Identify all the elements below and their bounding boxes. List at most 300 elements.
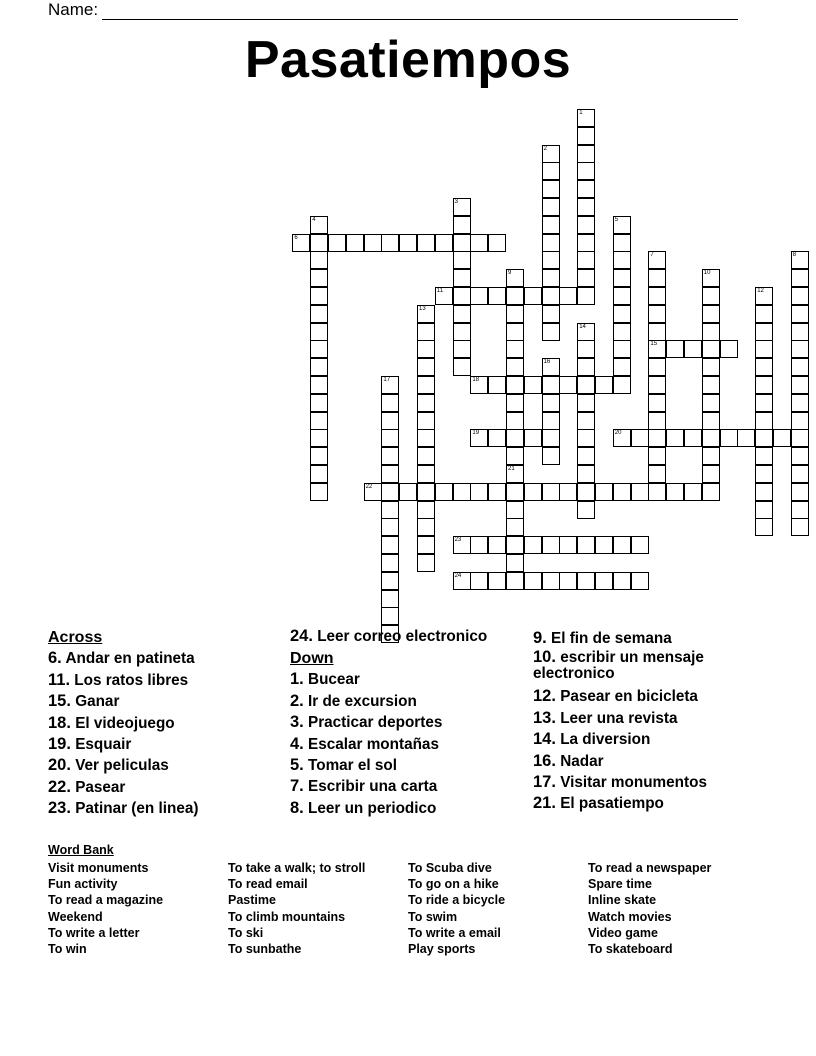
grid-cell[interactable]: [613, 429, 631, 447]
grid-cell[interactable]: [577, 340, 595, 358]
grid-cell[interactable]: [577, 180, 595, 198]
grid-cell[interactable]: [648, 323, 666, 341]
grid-cell[interactable]: [381, 447, 399, 465]
grid-cell[interactable]: [613, 216, 631, 234]
grid-cell[interactable]: [506, 465, 524, 483]
grid-cell[interactable]: [453, 340, 471, 358]
grid-cell[interactable]: [506, 340, 524, 358]
grid-cell[interactable]: [702, 429, 720, 447]
grid-cell[interactable]: [453, 198, 471, 216]
grid-cell[interactable]: [381, 376, 399, 394]
grid-cell[interactable]: [542, 412, 560, 430]
grid-cell[interactable]: [381, 429, 399, 447]
grid-cell[interactable]: [648, 287, 666, 305]
grid-cell[interactable]: [648, 251, 666, 269]
grid-cell[interactable]: [595, 376, 613, 394]
cell-number: 20: [614, 430, 622, 437]
grid-cell[interactable]: [791, 251, 809, 269]
grid-cell[interactable]: [613, 234, 631, 252]
clue-across-18: 18. El videojuego: [48, 713, 175, 732]
grid-cell[interactable]: [755, 429, 773, 447]
clue-across-22: 22. Pasear: [48, 777, 126, 796]
grid-cell[interactable]: [346, 234, 364, 252]
grid-cell[interactable]: [310, 251, 328, 269]
grid-cell[interactable]: [684, 340, 702, 358]
grid-cell[interactable]: [506, 518, 524, 536]
cell-number: 11: [436, 288, 444, 294]
grid-cell[interactable]: [470, 287, 488, 305]
word-bank-item: Pastime: [228, 893, 276, 908]
grid-cell[interactable]: [453, 536, 471, 554]
grid-cell[interactable]: [577, 145, 595, 163]
word-bank-item: To write a letter: [48, 925, 140, 940]
grid-cell[interactable]: [488, 429, 506, 447]
grid-cell[interactable]: [648, 429, 666, 447]
grid-cell[interactable]: [381, 590, 399, 608]
grid-cell[interactable]: [542, 287, 560, 305]
grid-cell[interactable]: [577, 162, 595, 180]
grid-cell[interactable]: [577, 287, 595, 305]
word-bank-item: To sunbathe: [228, 942, 302, 957]
grid-cell[interactable]: [755, 483, 773, 501]
grid-cell[interactable]: [613, 483, 631, 501]
grid-cell[interactable]: [773, 429, 791, 447]
grid-cell[interactable]: [488, 572, 506, 590]
grid-cell[interactable]: [559, 572, 577, 590]
grid-cell[interactable]: [791, 376, 809, 394]
word-bank-item: Visit monuments: [48, 861, 149, 875]
grid-cell[interactable]: [666, 340, 684, 358]
grid-cell[interactable]: [542, 234, 560, 252]
grid-cell[interactable]: [381, 607, 399, 625]
grid-cell[interactable]: [542, 536, 560, 554]
grid-cell[interactable]: [542, 323, 560, 341]
grid-cell[interactable]: [577, 216, 595, 234]
grid-cell[interactable]: [524, 429, 542, 447]
cell-number: 17: [383, 377, 391, 383]
grid-cell[interactable]: [613, 358, 631, 376]
grid-cell[interactable]: [453, 269, 471, 287]
grid-cell[interactable]: [577, 358, 595, 376]
grid-cell[interactable]: [488, 234, 506, 252]
grid-cell[interactable]: [310, 269, 328, 287]
grid-cell[interactable]: [577, 394, 595, 412]
grid-cell[interactable]: [577, 109, 595, 127]
grid-cell[interactable]: [506, 572, 524, 590]
cell-number: 13: [419, 305, 426, 312]
grid-cell[interactable]: [702, 394, 720, 412]
grid-cell[interactable]: [542, 483, 560, 501]
grid-cell[interactable]: [506, 412, 524, 430]
grid-cell[interactable]: [684, 483, 702, 501]
grid-cell[interactable]: [470, 483, 488, 501]
grid-cell[interactable]: [755, 518, 773, 536]
grid-cell[interactable]: [542, 376, 560, 394]
grid-cell[interactable]: [791, 483, 809, 501]
grid-cell[interactable]: [577, 465, 595, 483]
clue-across-20: 20. Ver peliculas: [48, 756, 169, 775]
grid-cell[interactable]: [648, 394, 666, 412]
grid-cell[interactable]: [542, 216, 560, 234]
grid-cell[interactable]: [506, 429, 524, 447]
grid-cell[interactable]: [310, 216, 328, 234]
clue-down-10: 10. escribir un mensaje electronico: [533, 648, 704, 683]
grid-cell[interactable]: [577, 198, 595, 216]
grid-cell[interactable]: [381, 536, 399, 554]
page-title: Pasatiempos: [244, 31, 572, 89]
grid-cell[interactable]: [559, 376, 577, 394]
grid-cell[interactable]: [470, 234, 488, 252]
grid-cell[interactable]: [453, 216, 471, 234]
grid-cell[interactable]: [702, 340, 720, 358]
grid-cell[interactable]: [613, 340, 631, 358]
grid-cell[interactable]: [542, 198, 560, 216]
grid-cell[interactable]: [702, 269, 720, 287]
grid-cell[interactable]: [453, 358, 471, 376]
grid-cell[interactable]: [577, 234, 595, 252]
grid-cell[interactable]: [648, 447, 666, 465]
grid-cell[interactable]: [364, 234, 382, 252]
cell-number: 16: [543, 359, 551, 366]
grid-cell[interactable]: [453, 251, 471, 269]
clue-across-11: 11. Los ratos libres: [48, 670, 189, 689]
grid-cell[interactable]: [381, 501, 399, 519]
grid-cell[interactable]: [435, 483, 453, 501]
grid-cell[interactable]: [542, 429, 560, 447]
grid-cell[interactable]: [595, 483, 613, 501]
grid-cell[interactable]: [559, 483, 577, 501]
word-bank-column: [408, 860, 505, 957]
grid-cell[interactable]: [559, 536, 577, 554]
cell-number: 9: [508, 270, 512, 277]
grid-cell[interactable]: [577, 429, 595, 447]
grid-cell[interactable]: [648, 465, 666, 483]
clue-across-24: 24. Leer correo electronico: [290, 627, 488, 645]
grid-cell[interactable]: [417, 234, 435, 252]
clue-down-9: 9. El fin de semana: [533, 629, 672, 647]
grid-cell[interactable]: [791, 287, 809, 305]
grid-cell[interactable]: [631, 572, 649, 590]
grid-cell[interactable]: [595, 536, 613, 554]
grid-cell[interactable]: [791, 394, 809, 412]
grid-cell[interactable]: [488, 536, 506, 554]
grid-cell[interactable]: [453, 323, 471, 341]
grid-cell[interactable]: [613, 287, 631, 305]
grid-cell[interactable]: [577, 127, 595, 145]
grid-cell[interactable]: [542, 447, 560, 465]
clue-across-15: 15. Ganar: [48, 692, 120, 711]
grid-cell[interactable]: [755, 447, 773, 465]
grid-cell[interactable]: [310, 287, 328, 305]
grid-cell[interactable]: [506, 501, 524, 519]
grid-cell[interactable]: [755, 394, 773, 412]
grid-cell[interactable]: [381, 554, 399, 572]
grid-cell[interactable]: [702, 287, 720, 305]
grid-cell[interactable]: [720, 429, 738, 447]
word-bank-column: [588, 860, 711, 957]
clues-column-3: [533, 628, 773, 815]
grid-cell[interactable]: [791, 269, 809, 287]
grid-cell[interactable]: [417, 518, 435, 536]
grid-cell[interactable]: [542, 145, 560, 163]
grid-cell[interactable]: [453, 234, 471, 252]
grid-cell[interactable]: [702, 376, 720, 394]
grid-cell[interactable]: [506, 287, 524, 305]
grid-cell[interactable]: [791, 447, 809, 465]
grid-cell[interactable]: [328, 234, 346, 252]
grid-cell[interactable]: [417, 412, 435, 430]
clues-column-2: [290, 628, 500, 819]
grid-cell[interactable]: [310, 340, 328, 358]
cell-number: 3: [454, 199, 458, 205]
grid-cell[interactable]: [791, 465, 809, 483]
grid-cell[interactable]: [524, 536, 542, 554]
grid-cell[interactable]: [435, 287, 453, 305]
grid-cell[interactable]: [791, 305, 809, 323]
grid-cell[interactable]: [755, 323, 773, 341]
grid-cell[interactable]: [399, 483, 417, 501]
clues-column-1: [48, 628, 198, 820]
grid-cell[interactable]: [488, 287, 506, 305]
grid-cell[interactable]: [577, 536, 595, 554]
grid-cell[interactable]: [506, 305, 524, 323]
grid-cell[interactable]: [577, 323, 595, 341]
grid-cell[interactable]: [524, 376, 542, 394]
grid-cell[interactable]: [702, 323, 720, 341]
grid-cell[interactable]: [791, 412, 809, 430]
grid-cell[interactable]: [755, 305, 773, 323]
grid-cell[interactable]: [755, 501, 773, 519]
grid-cell[interactable]: [791, 518, 809, 536]
grid-cell[interactable]: [506, 376, 524, 394]
grid-cell[interactable]: [310, 412, 328, 430]
grid-cell[interactable]: [542, 572, 560, 590]
grid-cell[interactable]: [631, 429, 649, 447]
grid-cell[interactable]: [488, 483, 506, 501]
grid-cell[interactable]: [702, 465, 720, 483]
grid-cell[interactable]: [542, 358, 560, 376]
grid-cell[interactable]: [613, 376, 631, 394]
grid-cell[interactable]: [417, 376, 435, 394]
cell-number: 6: [294, 234, 298, 241]
clue-down-2: 2. Ir de excursion: [290, 691, 417, 710]
grid-cell[interactable]: [417, 483, 435, 501]
word-bank-item: To read email: [228, 877, 308, 892]
word-bank-item: To take a walk; to stroll: [228, 861, 366, 875]
word-bank-item: To Scuba dive: [408, 861, 492, 875]
grid-cell[interactable]: [417, 536, 435, 554]
grid-cell[interactable]: [417, 447, 435, 465]
grid-cell[interactable]: [702, 412, 720, 430]
cell-number: 5: [614, 216, 619, 223]
grid-cell[interactable]: [310, 358, 328, 376]
grid-cell[interactable]: [648, 358, 666, 376]
cell-number: 18: [472, 377, 480, 383]
grid-cell[interactable]: [648, 412, 666, 430]
grid-cell[interactable]: [381, 394, 399, 412]
grid-cell[interactable]: [310, 305, 328, 323]
grid-cell[interactable]: [648, 376, 666, 394]
grid-cell[interactable]: [577, 572, 595, 590]
grid-cell[interactable]: [310, 394, 328, 412]
cell-number: 1: [579, 110, 583, 116]
grid-cell[interactable]: [791, 323, 809, 341]
word-bank-item: To win: [48, 942, 87, 957]
word-bank-item: To read a magazine: [48, 893, 164, 908]
clue-down-17: 17. Visitar monumentos: [533, 773, 707, 792]
grid-cell[interactable]: [506, 554, 524, 572]
grid-cell[interactable]: [417, 429, 435, 447]
grid-cell[interactable]: [292, 234, 310, 252]
word-bank-item: Fun activity: [48, 877, 118, 892]
down-heading: Down: [290, 650, 334, 667]
grid-cell[interactable]: [542, 251, 560, 269]
grid-cell[interactable]: [524, 483, 542, 501]
clue-across-23: 23. Patinar (en linea): [48, 799, 199, 818]
word-bank-item: To ski: [228, 925, 264, 940]
grid-cell[interactable]: [470, 572, 488, 590]
grid-cell[interactable]: [470, 429, 488, 447]
grid-cell[interactable]: [755, 412, 773, 430]
grid-cell[interactable]: [542, 162, 560, 180]
grid-cell[interactable]: [453, 572, 471, 590]
grid-cell[interactable]: [488, 376, 506, 394]
grid-cell[interactable]: [613, 536, 631, 554]
grid-cell[interactable]: [613, 251, 631, 269]
word-bank-item: To ride a bicycle: [408, 893, 506, 908]
cell-number: 24: [454, 572, 462, 579]
grid-cell[interactable]: [542, 269, 560, 287]
grid-cell[interactable]: [791, 501, 809, 519]
grid-cell[interactable]: [364, 483, 382, 501]
grid-cell[interactable]: [399, 234, 417, 252]
grid-cell[interactable]: [310, 234, 328, 252]
grid-cell[interactable]: [506, 447, 524, 465]
cell-number: 21: [508, 466, 515, 472]
word-bank-column: [48, 860, 163, 957]
clue-down-21: 21. El pasatiempo: [533, 794, 664, 813]
grid-cell[interactable]: [381, 572, 399, 590]
grid-cell[interactable]: [577, 412, 595, 430]
grid-cell[interactable]: [613, 323, 631, 341]
grid-cell[interactable]: [381, 483, 399, 501]
grid-cell[interactable]: [310, 483, 328, 501]
grid-cell[interactable]: [506, 394, 524, 412]
cell-number: 22: [365, 483, 373, 490]
grid-cell[interactable]: [506, 269, 524, 287]
grid-cell[interactable]: [506, 358, 524, 376]
name-label: Name:: [48, 0, 99, 19]
cell-number: 15: [650, 341, 658, 348]
grid-cell[interactable]: [542, 180, 560, 198]
grid-cell[interactable]: [417, 323, 435, 341]
grid-cell[interactable]: [755, 340, 773, 358]
grid-cell[interactable]: [470, 376, 488, 394]
grid-cell[interactable]: [381, 518, 399, 536]
grid-cell[interactable]: [613, 269, 631, 287]
grid-cell[interactable]: [648, 305, 666, 323]
grid-cell[interactable]: [381, 234, 399, 252]
grid-cell[interactable]: [310, 323, 328, 341]
grid-cell[interactable]: [506, 536, 524, 554]
grid-cell[interactable]: [791, 429, 809, 447]
grid-cell[interactable]: [791, 358, 809, 376]
grid-cell[interactable]: [577, 376, 595, 394]
grid-cell[interactable]: [417, 305, 435, 323]
grid-cell[interactable]: [524, 287, 542, 305]
grid-cell[interactable]: [791, 340, 809, 358]
grid-cell[interactable]: [417, 501, 435, 519]
grid-cell[interactable]: [417, 465, 435, 483]
grid-cell[interactable]: [702, 483, 720, 501]
grid-cell[interactable]: [648, 269, 666, 287]
grid-cell[interactable]: [310, 465, 328, 483]
grid-cell[interactable]: [417, 358, 435, 376]
grid-cell[interactable]: [559, 287, 577, 305]
grid-cell[interactable]: [666, 483, 684, 501]
grid-cell[interactable]: [417, 394, 435, 412]
grid-cell[interactable]: [702, 358, 720, 376]
grid-cell[interactable]: [542, 305, 560, 323]
grid-cell[interactable]: [417, 340, 435, 358]
grid-cell[interactable]: [577, 251, 595, 269]
grid-cell[interactable]: [648, 340, 666, 358]
clue-down-3: 3. Practicar deportes: [290, 713, 443, 732]
clue-down-7: 7. Escribir una carta: [290, 777, 438, 796]
grid-cell[interactable]: [577, 483, 595, 501]
grid-cell[interactable]: [755, 287, 773, 305]
grid-cell[interactable]: [524, 572, 542, 590]
grid-cell[interactable]: [453, 483, 471, 501]
grid-cell[interactable]: [684, 429, 702, 447]
grid-cell[interactable]: [310, 429, 328, 447]
grid-cell[interactable]: [542, 394, 560, 412]
grid-cell[interactable]: [435, 234, 453, 252]
grid-cell[interactable]: [453, 287, 471, 305]
grid-cell[interactable]: [631, 536, 649, 554]
grid-cell[interactable]: [453, 305, 471, 323]
grid-cell[interactable]: [613, 305, 631, 323]
grid-cell[interactable]: [577, 447, 595, 465]
grid-cell[interactable]: [666, 429, 684, 447]
grid-cell[interactable]: [577, 269, 595, 287]
word-bank-item: To read a newspaper: [588, 861, 712, 875]
grid-cell[interactable]: [631, 483, 649, 501]
grid-cell[interactable]: [755, 376, 773, 394]
grid-cell[interactable]: [506, 323, 524, 341]
grid-cell[interactable]: [506, 483, 524, 501]
grid-cell[interactable]: [702, 447, 720, 465]
grid-cell[interactable]: [702, 305, 720, 323]
grid-cell[interactable]: [737, 429, 755, 447]
grid-cell[interactable]: [310, 447, 328, 465]
grid-cell[interactable]: [648, 483, 666, 501]
clue-down-16: 16. Nadar: [533, 751, 604, 770]
grid-cell[interactable]: [381, 412, 399, 430]
grid-cell[interactable]: [577, 501, 595, 519]
clue-across-19: 19. Esquair: [48, 735, 132, 754]
grid-cell[interactable]: [595, 572, 613, 590]
grid-cell[interactable]: [755, 465, 773, 483]
grid-cell[interactable]: [613, 572, 631, 590]
grid-cell[interactable]: [310, 376, 328, 394]
grid-cell[interactable]: [381, 465, 399, 483]
grid-cell[interactable]: [720, 340, 738, 358]
grid-cell[interactable]: [470, 536, 488, 554]
grid-cell[interactable]: [755, 358, 773, 376]
grid-cell[interactable]: [417, 554, 435, 572]
clue-down-4: 4. Escalar montañas: [290, 734, 439, 753]
